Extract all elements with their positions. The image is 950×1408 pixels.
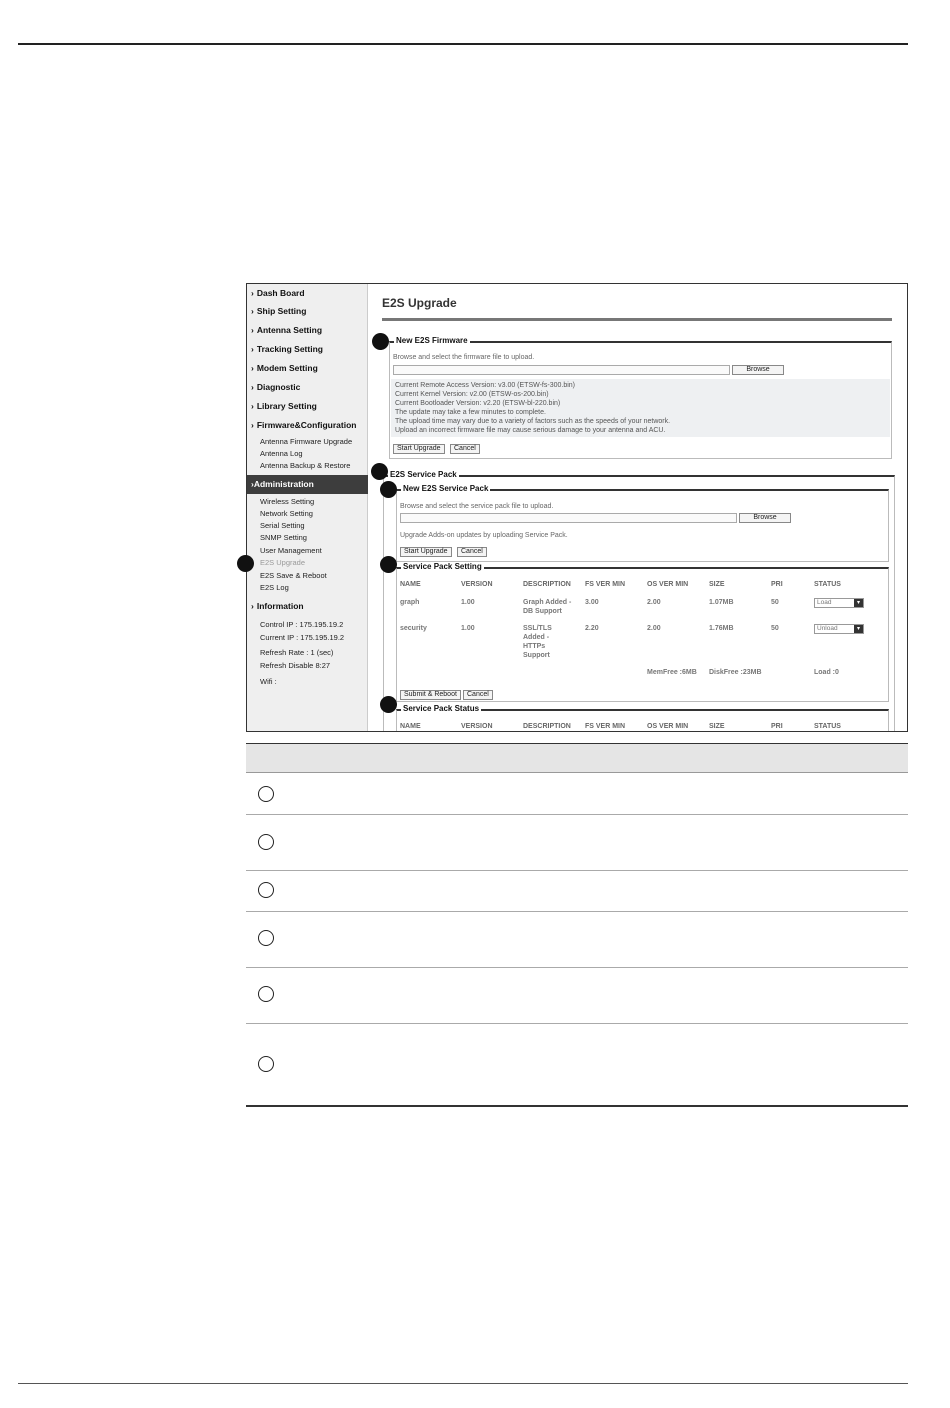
info-line: Current Kernel Version: v2.00 (ETSW-os-200.bin) xyxy=(395,391,549,398)
callout-marker xyxy=(380,481,397,498)
col-header: NAME xyxy=(400,581,421,588)
callout-ring-icon xyxy=(258,986,274,1002)
chevron-right-icon: › xyxy=(251,363,254,373)
table-row xyxy=(246,773,908,815)
refresh-disable[interactable]: Refresh Disable 8:27 xyxy=(260,661,331,670)
callout-marker xyxy=(372,333,389,350)
table-row xyxy=(246,968,908,1024)
nav-diagnostic[interactable]: › Diagnostic xyxy=(251,382,301,392)
row-size: 1.76MB xyxy=(709,625,734,632)
row-os-ver: 2.00 xyxy=(647,599,661,606)
col-header: OS VER MIN xyxy=(647,581,689,588)
firmware-hint: Browse and select the firmware file to upload. xyxy=(393,354,535,361)
mem-free: MemFree :6MB xyxy=(647,669,697,676)
new-service-pack-fieldset xyxy=(396,484,889,562)
service-pack-fieldset xyxy=(383,470,895,732)
chevron-right-icon: › xyxy=(251,479,254,489)
chevron-right-icon: › xyxy=(251,401,254,411)
control-ip: Control IP : 175.195.19.2 xyxy=(260,620,344,629)
callout-ring-icon xyxy=(258,834,274,850)
nav-tracking-setting[interactable]: › Tracking Setting xyxy=(251,344,323,354)
col-header: STATUS xyxy=(814,723,841,730)
top-rule xyxy=(18,43,908,45)
col-header: DESCRIPTION xyxy=(523,581,571,588)
sub-antenna-backup-restore[interactable]: Antenna Backup & Restore xyxy=(260,461,351,470)
col-header: VERSION xyxy=(461,581,493,588)
firmware-browse-button[interactable]: Browse xyxy=(732,365,784,375)
sub-antenna-firmware-upgrade[interactable]: Antenna Firmware Upgrade xyxy=(260,437,353,446)
sub-wireless-setting[interactable]: Wireless Setting xyxy=(260,497,315,506)
row-pri: 50 xyxy=(771,599,779,606)
e2s-upgrade-screenshot xyxy=(246,283,908,732)
refresh-rate: Refresh Rate : 1 (sec) xyxy=(260,648,334,657)
sub-antenna-log[interactable]: Antenna Log xyxy=(260,449,303,458)
nav-ship-setting[interactable]: › Ship Setting xyxy=(251,306,307,316)
col-header: SIZE xyxy=(709,723,725,730)
nav-library-setting[interactable]: › Library Setting xyxy=(251,401,317,411)
firmware-start-upgrade-button[interactable]: Start Upgrade xyxy=(393,444,445,454)
callout-ring-icon xyxy=(258,786,274,802)
dropdown-arrow-icon: ▾ xyxy=(854,625,863,633)
callout-marker xyxy=(371,463,388,480)
row-description: Graph Added - DB Support xyxy=(523,599,572,615)
col-header: DESCRIPTION xyxy=(523,723,571,730)
wifi-status: Wifi : xyxy=(260,677,277,686)
col-header: SIZE xyxy=(709,581,725,588)
table-row xyxy=(246,871,908,912)
setting-cancel-button[interactable]: Cancel xyxy=(463,690,493,700)
service-pack-setting-legend: Service Pack Setting xyxy=(403,562,482,571)
row-fs-ver: 2.20 xyxy=(585,625,599,632)
sub-network-setting[interactable]: Network Setting xyxy=(260,509,313,518)
nav-administration[interactable]: ›Administration xyxy=(247,475,368,494)
col-header: FS VER MIN xyxy=(585,581,626,588)
service-pack-status-fieldset xyxy=(396,704,889,732)
col-header: FS VER MIN xyxy=(585,723,626,730)
bottom-rule xyxy=(18,1383,908,1384)
col-header: PRI xyxy=(771,581,783,588)
row-name: security xyxy=(400,625,427,632)
disk-free: DiskFree :23MB xyxy=(709,669,762,676)
row-version: 1.00 xyxy=(461,625,475,632)
nav-modem-setting[interactable]: › Modem Setting xyxy=(251,363,318,373)
col-header: STATUS xyxy=(814,581,841,588)
chevron-right-icon: › xyxy=(251,325,254,335)
nav-information[interactable]: › Information xyxy=(251,601,304,611)
chevron-right-icon: › xyxy=(251,420,254,430)
info-line: The upload time may vary due to a variety of factors such as the speeds of your network. xyxy=(395,418,671,425)
row-version: 1.00 xyxy=(461,599,475,606)
service-pack-start-upgrade-button[interactable]: Start Upgrade xyxy=(400,547,452,557)
service-pack-browse-button[interactable]: Browse xyxy=(739,513,791,523)
info-line: The update may take a few minutes to complete. xyxy=(395,409,546,416)
info-line: Current Remote Access Version: v3.00 (ETSW-fs-300.bin) xyxy=(395,382,575,389)
sub-e2s-upgrade[interactable]: E2S Upgrade xyxy=(260,558,306,567)
chevron-right-icon: › xyxy=(251,344,254,354)
chevron-right-icon: › xyxy=(251,601,254,611)
row-size: 1.07MB xyxy=(709,599,734,606)
row-pri: 50 xyxy=(771,625,779,632)
col-header: VERSION xyxy=(461,723,493,730)
sub-e2s-save-reboot[interactable]: E2S Save & Reboot xyxy=(260,571,327,580)
sub-e2s-log[interactable]: E2S Log xyxy=(260,583,289,592)
sub-snmp-setting[interactable]: SNMP Setting xyxy=(260,533,307,542)
new-service-pack-legend: New E2S Service Pack xyxy=(403,484,489,493)
title-rule xyxy=(382,318,892,321)
callout-ring-icon xyxy=(258,930,274,946)
callout-marker xyxy=(380,696,397,713)
sub-serial-setting[interactable]: Serial Setting xyxy=(260,521,305,530)
callout-ring-icon xyxy=(258,1056,274,1072)
chevron-right-icon: › xyxy=(251,382,254,392)
addon-hint: Upgrade Adds-on updates by uploading Service Pack. xyxy=(400,532,568,539)
page-title: E2S Upgrade xyxy=(382,296,457,310)
row-name: graph xyxy=(400,599,420,606)
info-line: Upload an incorrect firmware file may cause serious damage to your antenna and ACU. xyxy=(395,427,666,434)
service-pack-file-path[interactable] xyxy=(400,513,737,523)
service-pack-legend: E2S Service Pack xyxy=(390,470,457,479)
load-count: Load :0 xyxy=(814,669,839,676)
status-select[interactable]: Unload ▾ xyxy=(814,624,864,634)
row-description: SSL/TLS Added - HTTPs Support xyxy=(523,625,552,659)
chevron-right-icon: › xyxy=(251,288,254,298)
row-fs-ver: 3.00 xyxy=(585,599,599,606)
chevron-right-icon: › xyxy=(251,306,254,316)
callout-marker xyxy=(237,555,254,572)
dropdown-arrow-icon: ▾ xyxy=(854,599,863,607)
table-row xyxy=(246,912,908,968)
firmware-cancel-button[interactable]: Cancel xyxy=(450,444,480,454)
firmware-fieldset xyxy=(389,336,892,459)
service-pack-status-legend: Service Pack Status xyxy=(403,704,480,713)
col-header: PRI xyxy=(771,723,783,730)
status-select[interactable]: Load ▾ xyxy=(814,598,864,608)
main-content xyxy=(369,284,908,732)
firmware-file-path[interactable] xyxy=(393,365,730,375)
firmware-legend: New E2S Firmware xyxy=(396,336,468,345)
table-header-row xyxy=(246,743,908,773)
submit-reboot-button[interactable]: Submit & Reboot xyxy=(400,690,461,700)
firmware-version-info xyxy=(391,379,890,437)
service-pack-cancel-button[interactable]: Cancel xyxy=(457,547,487,557)
table-row xyxy=(246,1024,908,1107)
sub-user-management[interactable]: User Management xyxy=(260,546,322,555)
nav-firmware-configuration[interactable]: › Firmware&Configuration xyxy=(251,420,357,430)
nav-dash-board[interactable]: › Dash Board xyxy=(251,288,305,298)
col-header: OS VER MIN xyxy=(647,723,689,730)
callout-ring-icon xyxy=(258,882,274,898)
callout-marker xyxy=(380,556,397,573)
service-pack-setting-fieldset xyxy=(396,562,889,702)
nav-antenna-setting[interactable]: › Antenna Setting xyxy=(251,325,323,335)
sidebar xyxy=(247,284,368,732)
row-os-ver: 2.00 xyxy=(647,625,661,632)
current-ip: Current IP : 175.195.19.2 xyxy=(260,633,345,642)
table-row xyxy=(246,815,908,871)
service-pack-hint: Browse and select the service pack file to upload. xyxy=(400,503,554,510)
info-line: Current Bootloader Version: v2.20 (ETSW-bl-220.bin) xyxy=(395,400,561,407)
col-header: NAME xyxy=(400,723,421,730)
